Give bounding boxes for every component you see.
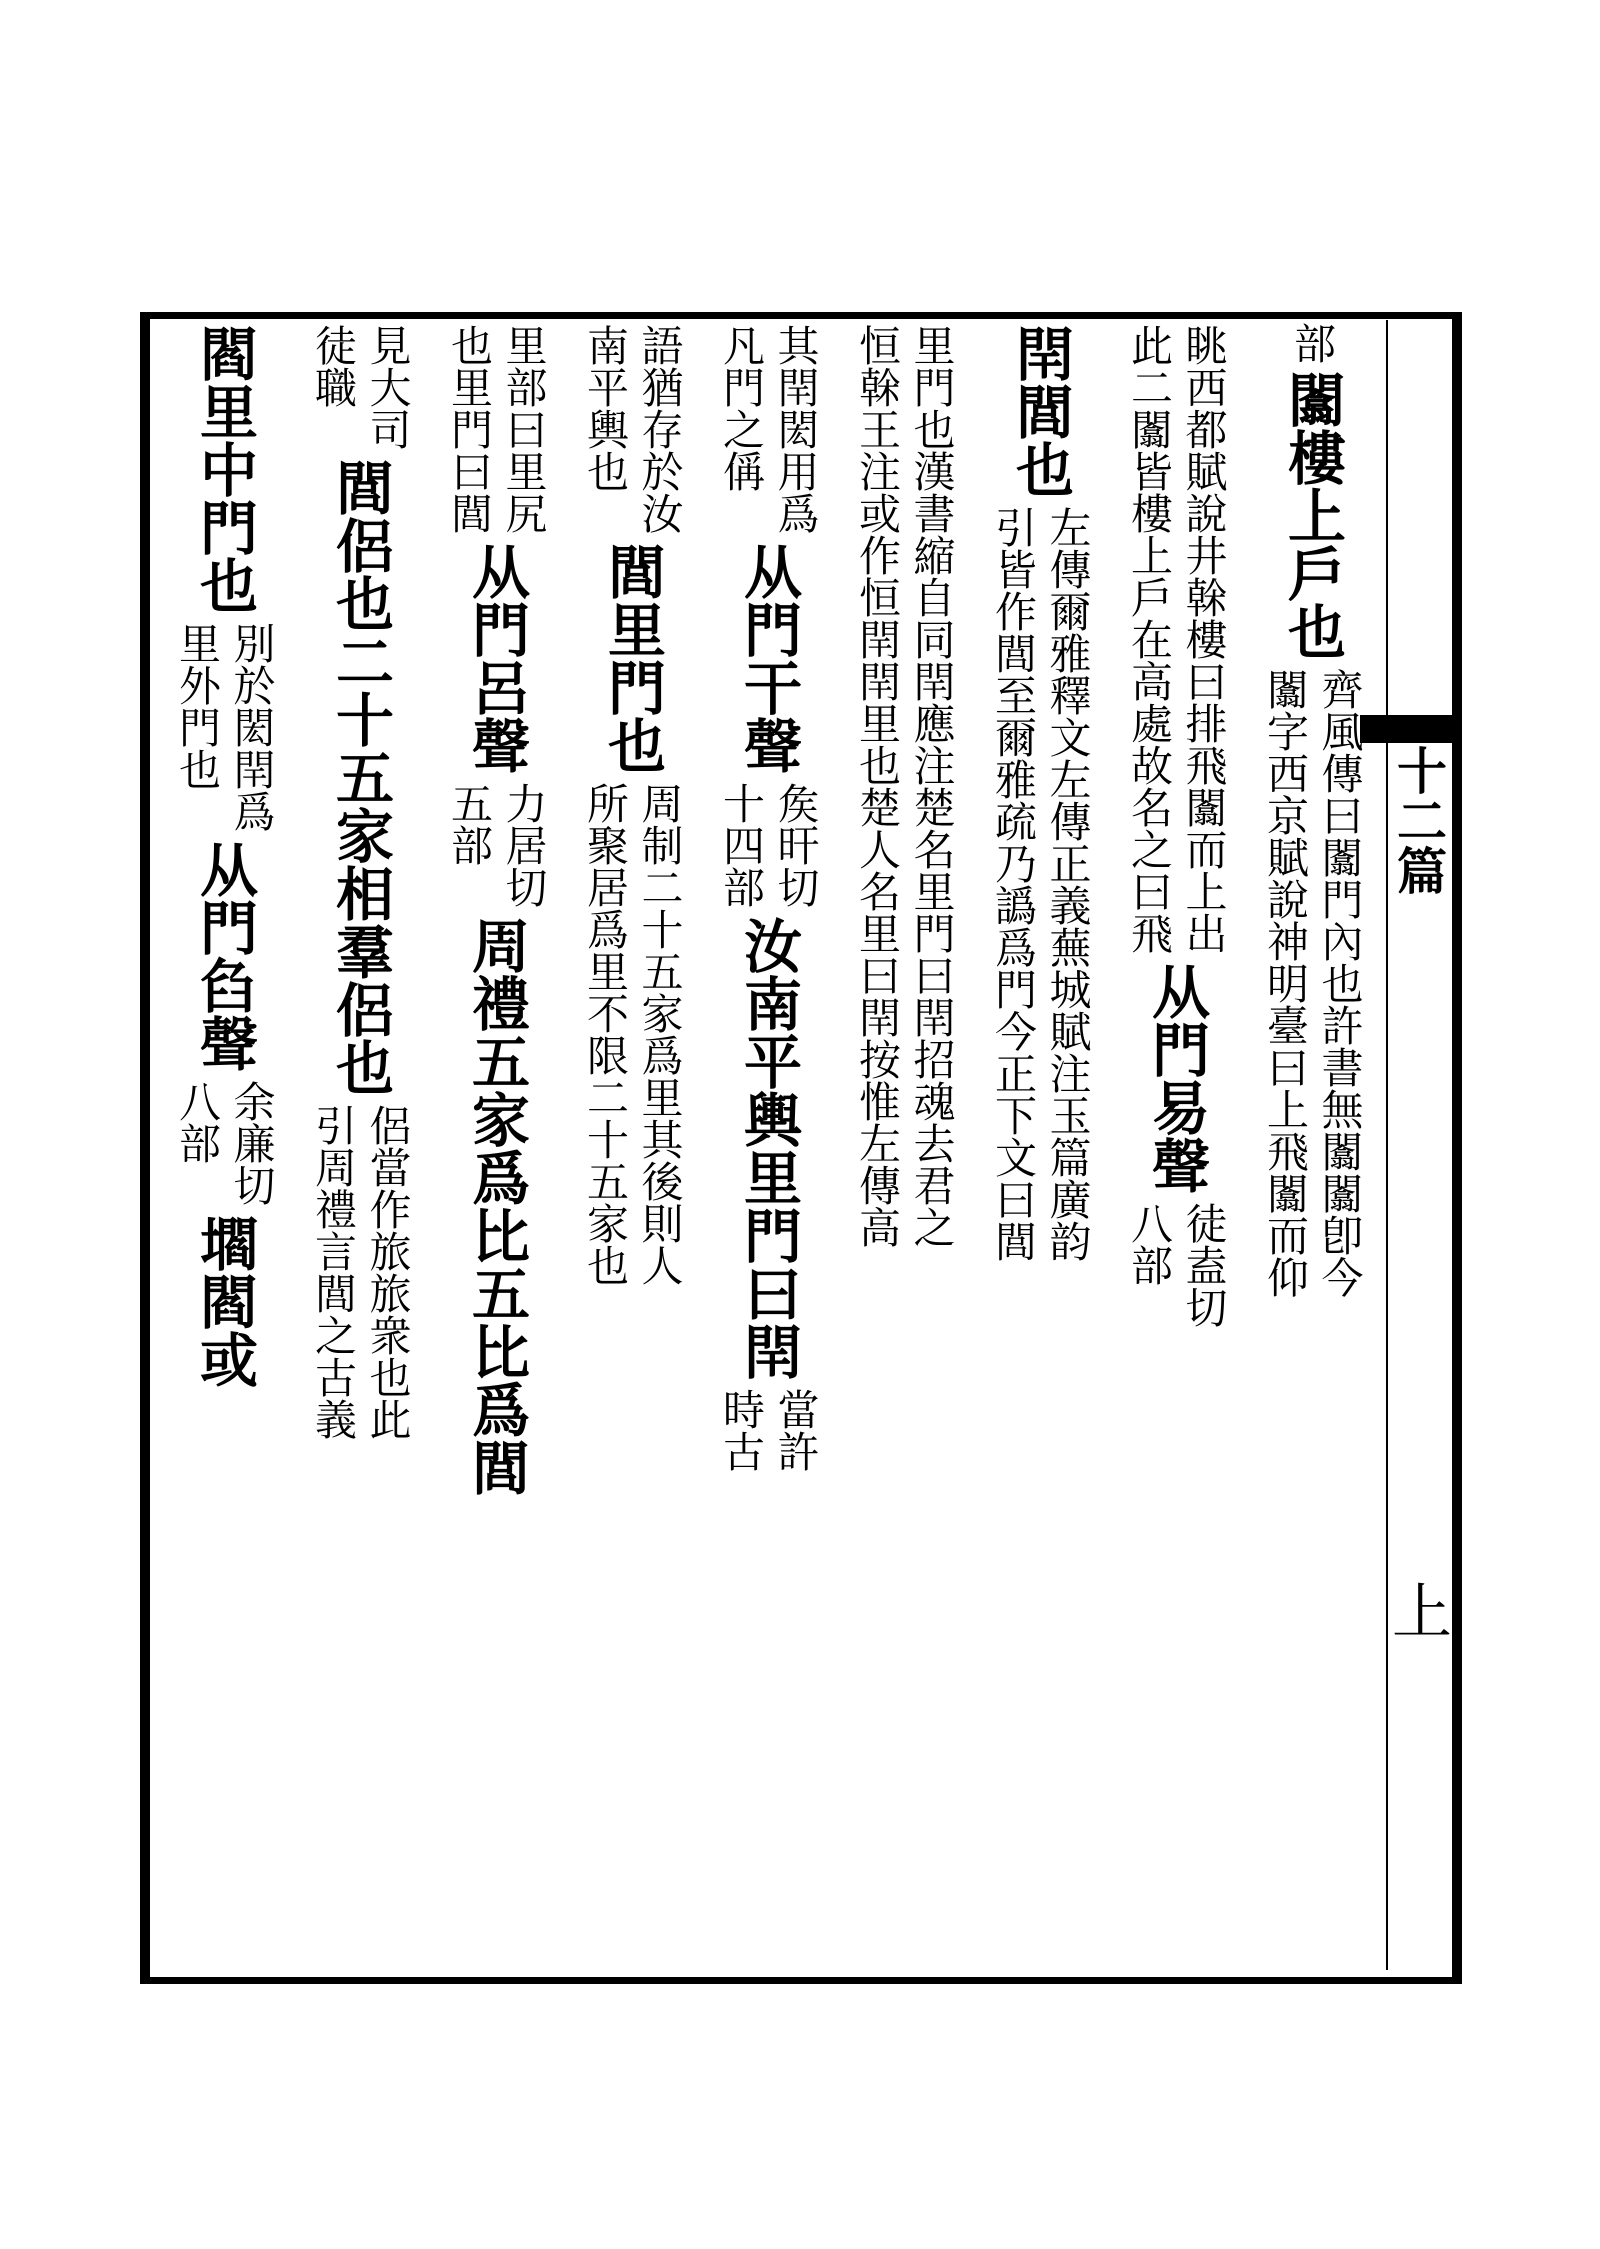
note-line-right: 里門也漢書縮自同閈應注楚名里門曰閈招魂去君之	[907, 324, 957, 1248]
main-text: 从門干聲	[734, 542, 802, 774]
note-line-left: 十四部	[717, 782, 766, 908]
text-column	[156, 320, 292, 1975]
double-line-note	[581, 324, 685, 534]
double-line-note	[173, 1080, 277, 1206]
text-column	[564, 320, 700, 1975]
note-line-left: 時古	[717, 1388, 766, 1472]
main-text: 从門呂聲	[462, 542, 530, 774]
note-line-left: 闟字西京賦說神明臺曰上飛闟而仰	[1261, 668, 1310, 1298]
note-line-left: 里外門也	[173, 622, 222, 790]
double-line-note	[717, 1388, 821, 1472]
double-line-note	[1125, 324, 1229, 954]
note-line-right: 當許	[771, 1388, 821, 1472]
main-text: 从門臽聲	[190, 840, 258, 1072]
double-line-note	[853, 324, 957, 1248]
volume-mark: 上	[1392, 1578, 1452, 1648]
double-line-note	[445, 782, 549, 908]
note-line-right: 徒盍切	[1179, 1202, 1229, 1328]
main-text: 閭侶也二十五家相羣侶也	[326, 458, 394, 1096]
note-line-right: 見大司	[363, 324, 413, 450]
note-line-left: 八部	[1125, 1202, 1174, 1286]
text-column	[700, 320, 836, 1975]
note-line-right: 別於閎閈爲	[227, 622, 277, 832]
double-line-note	[445, 324, 549, 534]
main-text: 閈閭也	[1006, 324, 1074, 498]
text-column	[972, 320, 1108, 1975]
note-line-right: 侶當作旅旅衆也此	[363, 1104, 413, 1440]
note-line-left: 八部	[173, 1080, 222, 1164]
note-line-right: 周制二十五家爲里其後則人	[635, 782, 685, 1286]
note-line-left: 南平輿也	[581, 324, 630, 492]
note-line-right: 齊風傳曰闟門內也許書無闟闟卽今	[1315, 668, 1365, 1298]
double-line-note	[309, 1104, 413, 1440]
double-line-note	[581, 782, 685, 1286]
note-line-right: 里部曰里尻	[499, 324, 549, 534]
double-line-note	[717, 782, 821, 908]
note-line-left: 引皆作閭至爾雅疏乃譌爲門今正下文曰閭	[989, 506, 1038, 1262]
main-text: 从門易聲	[1142, 962, 1210, 1194]
note-line-left: 凡門之偁	[717, 324, 766, 492]
text-column	[292, 320, 428, 1975]
text-column	[1244, 320, 1380, 1975]
text-column	[428, 320, 564, 1975]
double-line-note	[1261, 668, 1365, 1298]
note-line-right: 語猶存於汝	[635, 324, 685, 534]
double-line-note	[989, 506, 1093, 1262]
double-line-note	[1125, 1202, 1229, 1328]
main-text: 壛閻或	[190, 1214, 258, 1388]
note-line-left: 五部	[445, 782, 494, 866]
double-line-note	[173, 622, 277, 832]
note-line-left: 徒職	[309, 324, 358, 408]
main-text: 閭里門也	[598, 542, 666, 774]
note-line-right: 其閈閎用爲	[771, 324, 821, 534]
note-line-left: 所聚居爲里不限二十五家也	[581, 782, 630, 1286]
main-text: 闟樓上戶也	[1278, 370, 1346, 660]
double-line-note	[717, 324, 821, 534]
chapter-label: 十二篇	[1389, 745, 1448, 895]
main-text: 汝南平輿里門曰閈	[734, 916, 802, 1380]
note-line-right: 眺西都賦說井榦樓曰排飛闟而上出	[1179, 324, 1229, 954]
note-text: 部	[1288, 322, 1338, 364]
note-line-left: 此二闟皆樓上戶在高處故名之曰飛	[1125, 324, 1174, 954]
note-line-left: 恒榦王注或作恒閈閈里也楚人名里曰閈按惟左傳高	[853, 324, 902, 1248]
double-line-note	[309, 324, 413, 450]
note-line-left: 引周禮言閭之古義	[309, 1104, 358, 1440]
main-text: 閻里中門也	[190, 324, 258, 614]
main-text: 周禮五家爲比五比爲閭	[462, 916, 530, 1496]
text-column	[1108, 320, 1244, 1975]
text-body	[150, 320, 1380, 1975]
note-line-right: 左傳爾雅釋文左傳正義蕪城賦注玉篇廣韵	[1043, 506, 1093, 1262]
note-line-right: 矦旰切	[771, 782, 821, 908]
margin-column	[1386, 320, 1458, 1970]
text-column	[836, 320, 972, 1975]
note-line-right: 余廉切	[227, 1080, 277, 1206]
note-line-right: 力居切	[499, 782, 549, 908]
note-line-left: 也里門曰閭	[445, 324, 494, 534]
